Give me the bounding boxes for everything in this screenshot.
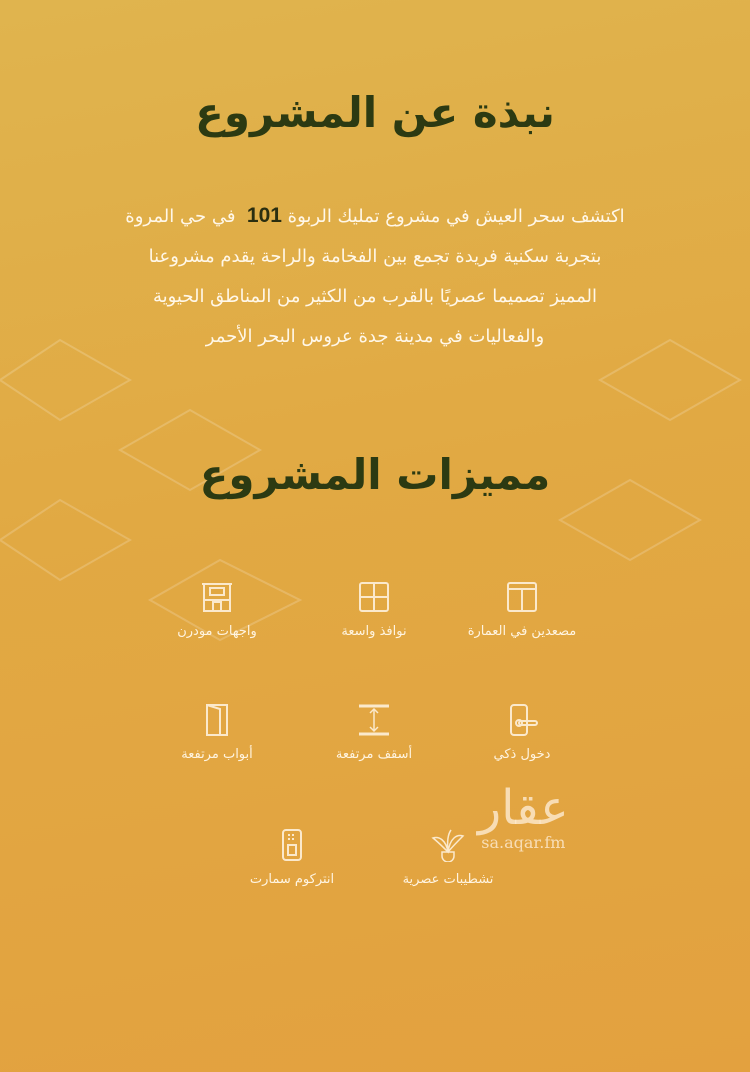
about-line: والفعاليات في مدينة جدة عروس البحر الأحمر — [205, 326, 545, 347]
elevator-icon — [505, 580, 539, 614]
feature-label: نوافذ واسعة — [341, 624, 407, 639]
about-line: المميز تصميما عصريًا بالقرب من الكثير من المناطق الحيوية — [152, 286, 598, 307]
feature-label: مصعدين في العمارة — [467, 624, 577, 639]
watermark-url: sa.aqar.fm — [481, 833, 566, 852]
plant-icon — [431, 828, 465, 862]
feature-item — [289, 580, 459, 639]
feature-label: أسقف مرتفعة — [335, 747, 413, 762]
features-title: مميزات المشروع — [199, 450, 551, 499]
feature-item — [437, 703, 607, 762]
door-icon — [200, 703, 234, 737]
building-icon — [200, 580, 234, 614]
feature-item — [132, 703, 302, 762]
feature-label: تشطيبات عصرية — [402, 872, 494, 887]
about-title: نبذة عن المشروع — [195, 88, 555, 137]
about-line: بتجربة سكنية فريدة تجمع بين الفخامة والراحة يقدم مشروعنا — [148, 246, 602, 267]
project-number: 101 — [246, 204, 282, 227]
feature-label: دخول ذكي — [493, 747, 551, 762]
feature-item — [437, 580, 607, 639]
smart-lock-icon — [505, 703, 539, 737]
aqar-watermark — [478, 780, 569, 852]
ceiling-height-icon — [357, 703, 391, 737]
window-icon — [357, 580, 391, 614]
watermark-logo: عقار — [478, 780, 569, 836]
feature-item — [289, 703, 459, 762]
feature-item — [207, 828, 377, 887]
intercom-icon — [275, 828, 309, 862]
about-line: اكتشف سحر العيش في مشروع تمليك الربوة — [287, 206, 625, 227]
feature-item — [132, 580, 302, 639]
feature-label: أبواب مرتفعة — [181, 747, 253, 762]
about-line: في حي المروة — [125, 206, 236, 227]
feature-label: انتركوم سمارت — [249, 872, 335, 887]
about-paragraph — [60, 196, 690, 357]
feature-label: واجهات مودرن — [177, 624, 257, 639]
